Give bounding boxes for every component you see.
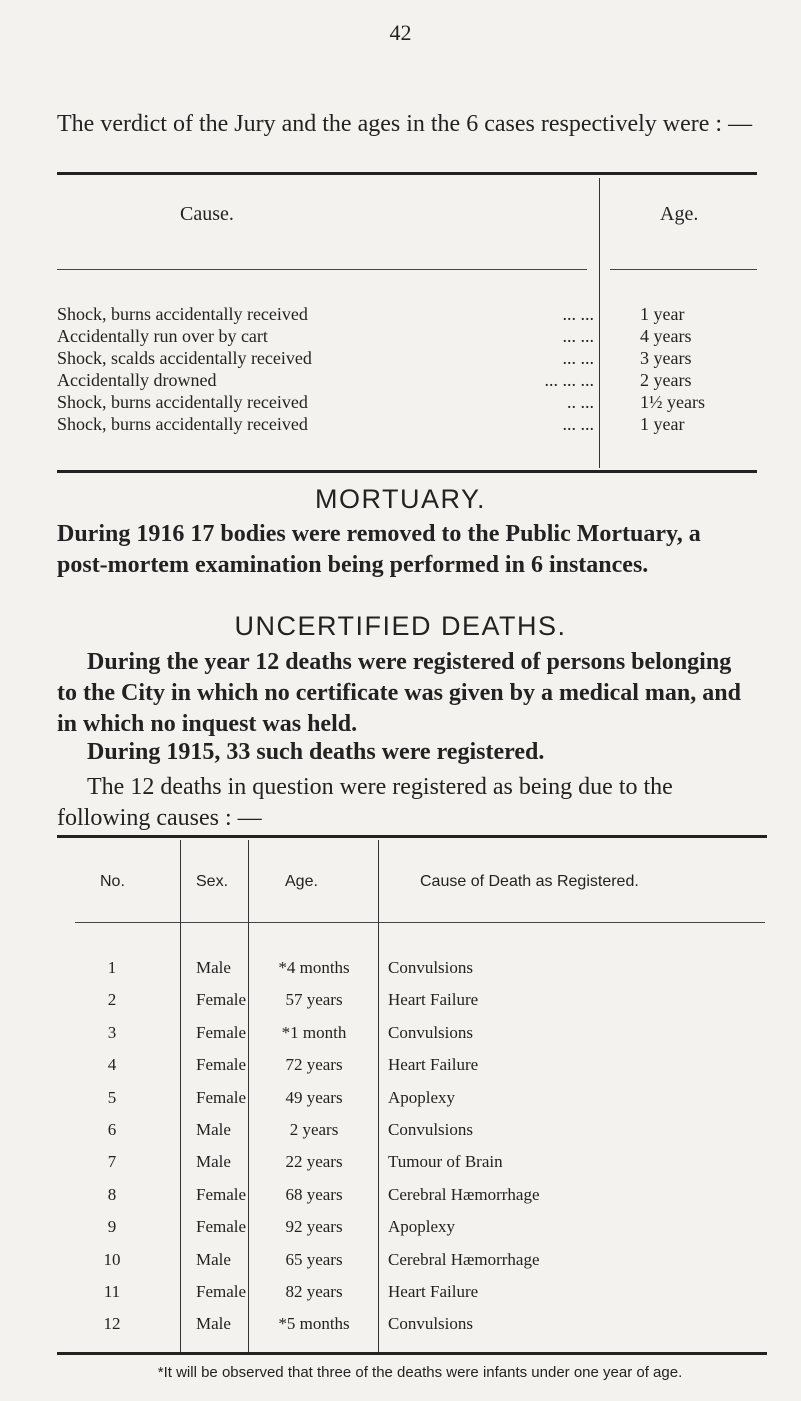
death-cause-cell: Convulsions [388,1314,474,1333]
death-cause-cell: Apoplexy [388,1217,456,1236]
column-divider [180,840,181,1352]
column-divider [378,840,379,1352]
jury-leader-dots: ... ... [562,304,594,324]
death-sex-cell: Male [196,1152,231,1171]
uncertified-para-1: During the year 12 deaths were registered of persons belonging to the City in which no certificate was given by a medical man, and in which no inquest was held. [57,649,741,737]
table-bottom-rule [57,470,757,473]
cause-header: Cause of Death as Registered. [420,873,639,890]
jury-cause-cell: Shock, scalds accidentally received [57,348,312,368]
table-top-rule [57,835,767,838]
death-no-cell: 6 [107,1120,117,1139]
death-age-cell: *4 months [278,958,350,977]
header-rule [610,269,757,270]
death-no-cell: 7 [107,1152,117,1171]
death-sex-cell: Female [196,1023,247,1042]
death-sex-cell: Female [196,1185,247,1204]
death-cause-cell: Convulsions [388,958,474,977]
jury-leader-dots: ... ... [562,414,594,434]
jury-cause-cell: Shock, burns accidentally received [57,392,308,412]
jury-age-cell: 1½ years [640,392,705,412]
jury-leader-dots: ... ... [562,348,594,368]
death-no-cell: 2 [107,990,117,1009]
death-sex-cell: Female [196,990,247,1009]
age-header: Age. [285,873,318,890]
sex-header: Sex. [196,873,229,890]
death-no-cell: 3 [107,1023,117,1042]
jury-cause-cell: Shock, burns accidentally received [57,414,308,434]
death-cause-cell: Cerebral Hæmorrhage [388,1185,540,1204]
death-cause-cell: Cerebral Hæmorrhage [388,1250,540,1269]
death-sex-cell: Male [196,1314,231,1333]
death-no-cell: 12 [103,1314,121,1333]
death-sex-cell: Female [196,1055,247,1074]
death-sex-cell: Male [196,1250,231,1269]
death-no-cell: 8 [107,1185,117,1204]
death-age-cell: 57 years [285,990,343,1009]
jury-cause-cell: Accidentally drowned [57,370,217,390]
jury-leader-dots: ... ... ... [544,370,594,390]
death-no-cell: 9 [107,1217,117,1236]
jury-leader-dots: .. ... [567,392,594,412]
death-no-cell: 4 [107,1055,117,1074]
death-cause-cell: Convulsions [388,1120,474,1139]
death-no-cell: 11 [103,1282,121,1301]
death-sex-cell: Male [196,958,231,977]
jury-age-cell: 2 years [640,370,692,390]
death-no-cell: 10 [103,1250,121,1269]
death-cause-cell: Tumour of Brain [388,1152,503,1171]
death-age-cell: 68 years [285,1185,343,1204]
death-age-cell: 92 years [285,1217,343,1236]
jury-cause-cell: Shock, burns accidentally received [57,304,308,324]
death-no-cell: 5 [107,1088,117,1107]
uncertified-heading: UNCERTIFIED DEATHS. [234,611,567,641]
no-header: No. [100,873,125,890]
death-age-cell: 2 years [289,1120,339,1139]
death-sex-cell: Female [196,1088,247,1107]
jury-age-cell: 4 years [640,326,692,346]
cause-header: Cause. [180,203,234,225]
jury-leader-dots: ... ... [562,326,594,346]
jury-age-cell: 1 year [640,414,685,434]
uncertified-para-3: The 12 deaths in question were registered as being due to the following causes : — [57,774,673,831]
death-cause-cell: Heart Failure [388,1055,479,1074]
column-divider [599,178,600,468]
column-divider [248,840,249,1352]
death-age-cell: 72 years [285,1055,343,1074]
table-top-rule [57,172,757,175]
death-cause-cell: Heart Failure [388,990,479,1009]
death-sex-cell: Female [196,1282,247,1301]
mortuary-heading: MORTUARY. [314,484,487,514]
death-age-cell: *5 months [278,1314,350,1333]
mortuary-text: During 1916 17 bodies were removed to the Public Mortuary, a post-mortem examination being performed in 6 instances. [57,521,701,578]
death-age-cell: *1 month [281,1023,347,1042]
intro-text: The verdict of the Jury and the ages in the 6 cases respectively were : — [57,111,753,137]
header-rule [57,269,587,270]
uncertified-para-2: During 1915, 33 such deaths were registered. [87,739,545,765]
death-age-cell: 65 years [285,1250,343,1269]
page-number: 42 [389,20,412,45]
death-cause-cell: Heart Failure [388,1282,479,1301]
jury-cause-cell: Accidentally run over by cart [57,326,268,346]
jury-age-cell: 1 year [640,304,685,324]
death-sex-cell: Female [196,1217,247,1236]
death-age-cell: 49 years [285,1088,343,1107]
jury-age-cell: 3 years [640,348,692,368]
table-bottom-rule [57,1352,767,1355]
header-rule [75,922,765,923]
death-age-cell: 82 years [285,1282,343,1301]
death-cause-cell: Convulsions [388,1023,474,1042]
death-age-cell: 22 years [285,1152,343,1171]
footnote: *It will be observed that three of the deaths were infants under one year of age. [157,1364,683,1381]
age-header: Age. [660,203,699,225]
death-sex-cell: Male [196,1120,231,1139]
death-cause-cell: Apoplexy [388,1088,456,1107]
death-no-cell: 1 [107,958,117,977]
